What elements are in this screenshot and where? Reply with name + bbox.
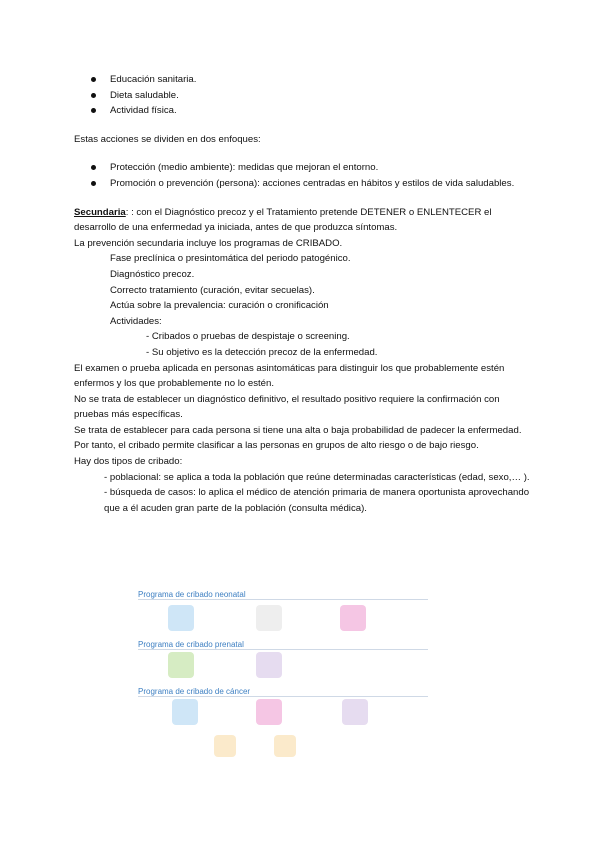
neonatal-heart-icon (340, 605, 366, 631)
bullet-list-actions (74, 72, 534, 119)
list-item: Protección (medio ambiente): medidas que mejoran el entorno. (74, 160, 534, 176)
item-line: Actividades: (110, 315, 162, 327)
intro-enfoques: Estas acciones se dividen en dos enfoques: (74, 133, 261, 145)
divider (138, 696, 428, 697)
figure-title-neonatal: Programa de cribado neonatal (138, 590, 246, 599)
actividad-line: - Su objetivo es la detección precoz de la enfermedad. (146, 346, 378, 358)
list-item: Dieta saludable. (74, 88, 534, 104)
secundaria-text: : : con el Diagnóstico precoz y el Tratamiento pretende DETENER o ENLENTECER el desarrollo de una enfermedad ya iniciada, antes de que produzca síntomas. (74, 206, 492, 234)
paragraph: Hay dos tipos de cribado: (74, 456, 183, 468)
divider (138, 599, 428, 600)
item-line: Fase preclínica o presintomática del periodo patogénico. (110, 253, 351, 265)
cancer-prostate-icon (274, 735, 296, 757)
neonatal-ear-icon (256, 605, 282, 631)
item-line: Actúa sobre la prevalencia: curación o cronificación (110, 300, 329, 312)
paragraph: El examen o prueba aplicada en personas asintomáticas para distinguir los que probablemente estén enfermos y los que probablemente no lo estén. (74, 362, 505, 390)
figure-title-prenatal: Programa de cribado prenatal (138, 640, 244, 649)
paragraph: Se trata de establecer para cada persona si tiene una alta o baja probabilidad de padecer la enfermedad. Por tanto, el cribado permite clasificar a las personas en grupos de alto riesgo o de bajo riesgo. (74, 424, 522, 452)
document-body (74, 72, 534, 516)
tipo-busqueda: - búsqueda de casos: lo aplica el médico de atención primaria de manera oportunista aprovechando que a él acuden gran parte de la población (consulta médica). (104, 487, 530, 514)
incluye-cribado: La prevención secundaria incluye los programas de CRIBADO. (74, 237, 343, 249)
neonatal-foot-icon (168, 605, 194, 631)
actividad-line: - Cribados o pruebas de despistaje o screening. (146, 331, 350, 343)
secundaria-label: Secundaria (74, 206, 126, 218)
cancer-colon-icon (256, 699, 282, 725)
list-item: Promoción o prevención (persona): acciones centradas en hábitos y estilos de vida saludables. (74, 176, 534, 192)
prenatal-pregnancy-icon (168, 652, 194, 678)
list-item: Educación sanitaria. (74, 72, 534, 88)
item-line: Correcto tratamiento (curación, evitar secuelas). (110, 284, 315, 296)
tipo-poblacional: - poblacional: se aplica a toda la población que reúne determinadas características (edad, sexo,… ). (104, 471, 530, 483)
figure-title-cancer: Programa de cribado de cáncer (138, 687, 251, 696)
cancer-lung-icon (214, 735, 236, 757)
divider (138, 649, 428, 650)
prenatal-chromosome-icon (256, 652, 282, 678)
secundaria-paragraph (74, 205, 534, 236)
cribado-infographic (134, 587, 434, 762)
cancer-cervix-icon (342, 699, 368, 725)
paragraph: No se trata de establecer un diagnóstico definitivo, el resultado positivo requiere la confirmación con pruebas más específicas. (74, 393, 500, 421)
cancer-breast-icon (172, 699, 198, 725)
item-line: Diagnóstico precoz. (110, 268, 195, 280)
list-item: Actividad física. (74, 103, 534, 119)
bullet-list-enfoques (74, 160, 534, 191)
